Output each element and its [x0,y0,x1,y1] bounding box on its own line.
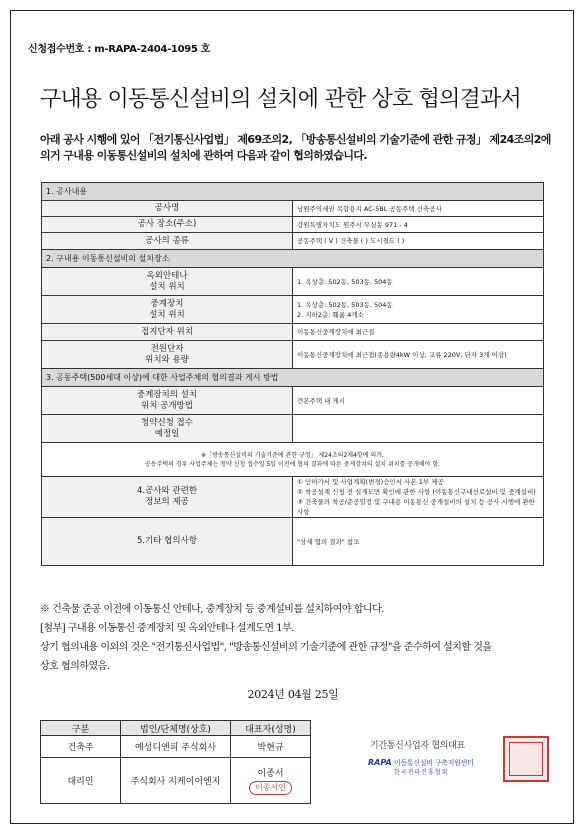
role-agent: 대리인 [41,758,121,804]
value-info-provision: ① 인허가서 및 사업계획(변경)승인서 사본 1부 제공 ② 착공설계 신청 전 설계도면 확인에 관한 사항 (이동통신구내선로설비 및 중계설비) ③ 건축물의 착공/준공일정 및 구내용 이동통신 중계설비의 설치 등 공사 시행에 관한 사항 [293,477,544,518]
note-line: 상호 협의하였음. [40,661,110,672]
label-ground-terminal: 접지단자 위치 [42,324,293,341]
document-date: 2024년 04월 25일 [247,688,339,701]
value-disclosure-method: 견본주택 내 게시 [293,387,544,415]
header-rep: 대표자(성명) [231,721,311,736]
label-other-matters: 5.기타 협의사항 [42,518,293,566]
rapa-logo: RAPA [368,758,392,767]
label-subscription-date: 청약신청 접수 예정일 [42,415,293,443]
value-antenna-location: 1. 옥상층: 502동, 503동, 504동 [293,268,544,296]
agency-subtitle: 한국전파진흥협회 [394,769,449,776]
value-subscription-date [293,415,544,443]
value-power-terminal: 이동통신중계장치에 최근접(종용량4kW 이상, 교류 220V, 단자 3개 이상) [293,341,544,369]
org-owner: 예성디앤피 주식회사 [121,736,231,758]
note-line: [첨부] 구내용 이동통신 중계장치 및 옥외안테나 설계도면 1부. [40,623,294,634]
section-1-header: 1. 공사내용 [42,183,544,201]
official-seal-icon [503,736,549,782]
rep-agent-cell [231,758,311,804]
section-3-header: 3. 공동주택(500세대 이상)에 대한 사업주체의 협의결과 게시 방법 [42,369,544,387]
agent-seal-stamp: 이종서인 [249,781,292,795]
section-3-note: ※「방송통신설비의 기술기준에 관한 규정」 제24조의2제4항에 의거, 공동주택의 경우 사업주체는 청약 신청 접수일 5일 이전에 협의 결과에 따른 중계장치의 설치 위치를 공개해야 함. [42,443,544,477]
label-power-terminal: 전원단자 위치와 용량 [42,341,293,369]
consultation-table [41,182,544,566]
closing-notes [40,600,560,676]
header-org: 법인/단체명(상호) [121,721,231,736]
label-info-provision: 4.공사와 관련한 정보의 제공 [42,477,293,518]
value-repeater-location: 1. 옥상층: 502동, 503동, 504동 2. 지하2층: 훼룸 4개소 [293,296,544,324]
application-number: 신청접수번호 : m-RAPA-2404-1095 호 [28,44,211,55]
rep-agent: 이종서 [257,769,284,779]
rep-owner: 박현규 [231,736,311,758]
value-project-address: 강원특별자치도 원주시 무실동 971 - 4 [293,217,544,233]
intro-paragraph: 아래 공사 시행에 있어 「전기통신사업법」 제69조의2, 「방송통신설비의 기술기준에 관한 규정」 제24조의2에 의거 구내용 이동통신설비의 설치에 관하여 다음과 같이 협의하였습니다. [40,133,551,162]
label-project-type: 공사의 종류 [42,233,293,250]
signature-table [40,720,311,804]
label-repeater-location: 중계장치 설치 위치 [42,296,293,324]
agency-title: 기간통신사업자 협의대표 [370,741,465,751]
note-line: ※ 건축물 준공 이전에 이동통신 안테나, 중계장치 등 중계설비를 설치하여야 합니다. [40,604,384,615]
value-project-name: 남원주역세권 복합용지 AC-5BL 공동주택 신축공사 [293,201,544,217]
header-role: 구분 [41,721,121,736]
agency-name: 이동통신설비 구축지원센터 [394,759,474,767]
label-project-address: 공사 장소(주소) [42,217,293,233]
value-ground-terminal: 이동통신중계장치에 최근접 [293,324,544,341]
role-owner: 건축주 [41,736,121,758]
label-project-name: 공사명 [42,201,293,217]
value-project-type: 공동주택 ( V ) 건축물 ( ) 도시철도 ( ) [293,233,544,250]
section-2-header: 2. 구내용 이동통신설비의 설치장소 [42,250,544,268]
value-other-matters: "상세 협의 결과" 참조 [293,518,544,566]
label-antenna-location: 옥외안테나 설치 위치 [42,268,293,296]
org-agent: 주식회사 지케이이엔지 [121,758,231,804]
label-disclosure-method: 중계장치의 설치 위치 공개방법 [42,387,293,415]
document-title: 구내용 이동통신설비의 설치에 관한 상호 협의결과서 [40,87,521,112]
note-line: 상기 협의내용 이외의 것은 "전기통신사업법", "방송통신설비의 기술기준에 관한 규정"을 준수하여 설치할 것을 [40,642,492,653]
